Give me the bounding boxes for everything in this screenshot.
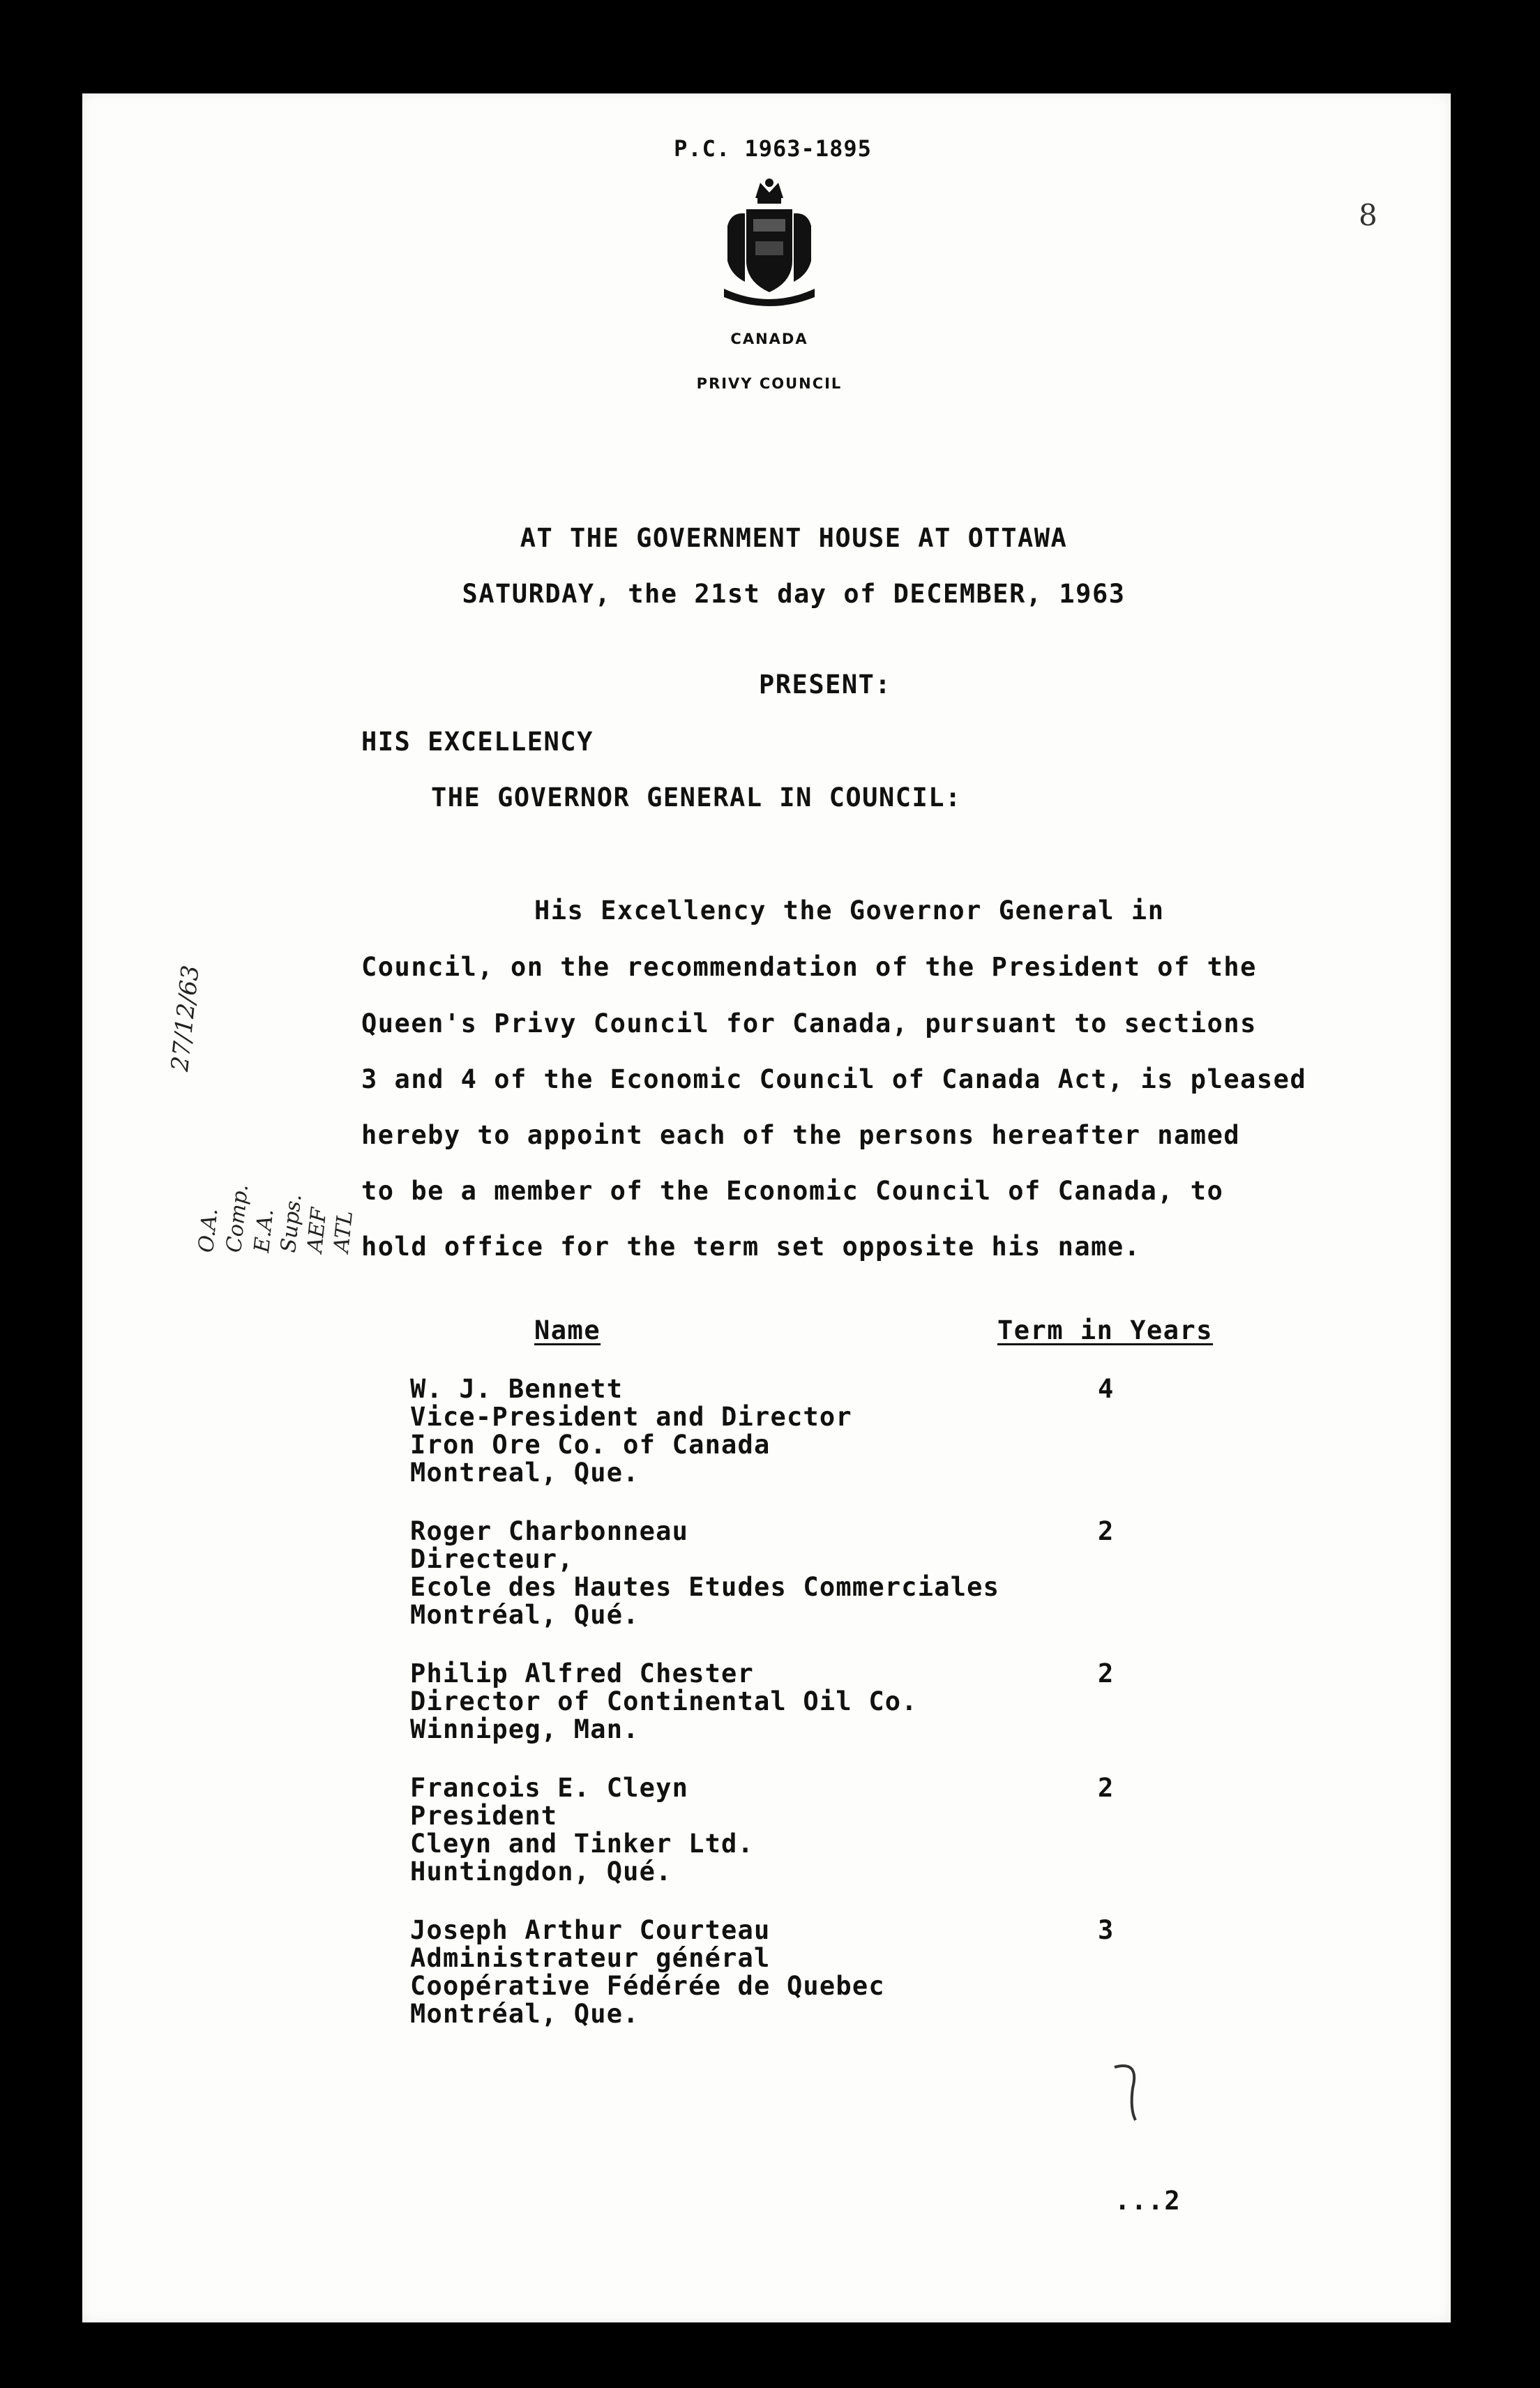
member-detail: Coopérative Fédérée de Quebec — [410, 1971, 885, 2001]
his-excellency: HIS EXCELLENCY — [361, 727, 594, 757]
member-detail: Montreal, Que. — [410, 1458, 640, 1488]
member-name: Philip Alfred Chester — [410, 1658, 754, 1688]
member-detail: Administrateur général — [410, 1943, 771, 1973]
member-term: 3 — [1098, 1915, 1115, 1945]
margin-note: ATL — [329, 1209, 358, 1254]
member-detail: Winnipeg, Man. — [410, 1714, 640, 1744]
column-header-term: Term in Years — [997, 1315, 1214, 1345]
privy-council-label: PRIVY COUNCIL — [696, 375, 843, 392]
country-label: CANADA — [730, 331, 808, 347]
paragraph-line-1: His Excellency the Governor General in — [534, 896, 1165, 925]
member-detail: Ecole des Hautes Etudes Commerciales — [410, 1572, 1000, 1602]
document-page — [82, 93, 1451, 2322]
meeting-location: AT THE GOVERNMENT HOUSE AT OTTAWA — [520, 523, 1068, 553]
member-detail: Huntingdon, Qué. — [410, 1857, 672, 1887]
margin-note-date: 27/12/63 — [166, 964, 205, 1073]
member-name: Francois E. Cleyn — [410, 1773, 689, 1803]
member-name: Roger Charbonneau — [410, 1516, 689, 1546]
member-term: 2 — [1098, 1516, 1115, 1546]
member-name: W. J. Bennett — [410, 1374, 624, 1404]
margin-note: E.A. — [250, 1207, 279, 1254]
member-detail: Montréal, Qué. — [410, 1600, 640, 1630]
member-detail: Vice-President and Director — [410, 1402, 852, 1432]
margin-note: AEF — [303, 1206, 332, 1254]
margin-note: Comp. — [222, 1183, 254, 1254]
member-term: 4 — [1098, 1374, 1115, 1404]
continued-marker: ...2 — [1115, 2186, 1182, 2216]
page-number-mark: 8 — [1359, 198, 1377, 232]
paragraph-line-2: Council, on the recommendation of the President of the — [361, 952, 1257, 982]
order-number: P.C. 1963-1895 — [674, 135, 872, 162]
meeting-date: SATURDAY, the 21st day of DECEMBER, 1963 — [462, 579, 1126, 609]
pen-mark-icon — [1112, 2060, 1154, 2123]
margin-note: Sups. — [276, 1193, 307, 1254]
member-detail: Director of Continental Oil Co. — [410, 1686, 918, 1716]
paragraph-line-6: to be a member of the Economic Council of Canada, to — [361, 1176, 1224, 1206]
member-name: Joseph Arthur Courteau — [410, 1915, 771, 1945]
member-term: 2 — [1098, 1658, 1115, 1688]
column-header-name: Name — [534, 1315, 601, 1345]
member-detail: Montréal, Que. — [410, 1999, 640, 2029]
member-detail: Iron Ore Co. of Canada — [410, 1430, 771, 1460]
member-term: 2 — [1098, 1773, 1115, 1803]
coat-of-arms-icon — [717, 177, 822, 310]
member-detail: Directeur, — [410, 1544, 574, 1574]
paragraph-line-3: Queen's Privy Council for Canada, pursuant to sections — [361, 1008, 1257, 1038]
margin-note: O.A. — [194, 1207, 223, 1254]
member-detail: President — [410, 1801, 558, 1831]
paragraph-line-4: 3 and 4 of the Economic Council of Canada Act, is pleased — [361, 1064, 1307, 1094]
paragraph-line-5: hereby to appoint each of the persons hereafter named — [361, 1120, 1241, 1150]
paragraph-line-7: hold office for the term set opposite his name. — [361, 1232, 1141, 1262]
governor-general-in-council: THE GOVERNOR GENERAL IN COUNCIL: — [431, 783, 962, 813]
present-label: PRESENT: — [759, 670, 892, 700]
member-detail: Cleyn and Tinker Ltd. — [410, 1829, 754, 1859]
